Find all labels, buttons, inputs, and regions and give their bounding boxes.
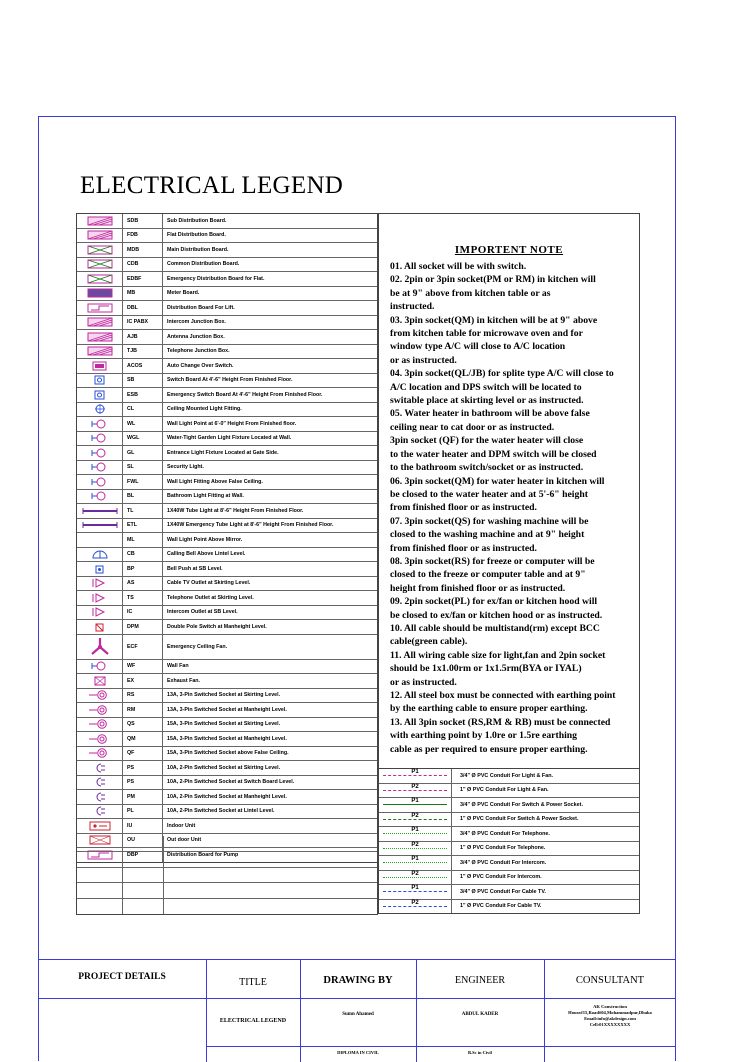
- conduit-line-icon: [379, 798, 452, 812]
- legend-description: Antenna Junction Box.: [167, 333, 225, 340]
- conduit-description: 1" Ø PVC Conduit For Cable TV.: [460, 903, 542, 910]
- legend-code: ACOS: [123, 359, 163, 373]
- consultant-line-1: AK Construction: [593, 1004, 627, 1009]
- legend-code: FWL: [123, 475, 163, 489]
- legend-code: ECF: [123, 635, 163, 659]
- legend-code: WL: [123, 417, 163, 431]
- legend-row: [77, 519, 377, 534]
- wall-light-icon: [77, 461, 123, 475]
- socket2-icon: [77, 805, 123, 819]
- legend-code: CL: [123, 403, 163, 417]
- legend-code: BP: [123, 562, 163, 576]
- legend-description: Distribution Board for Pump: [167, 851, 239, 858]
- box-red-icon: [77, 819, 123, 833]
- note-item: 08. 3pin socket(RS) for freeze or computer will be closed to the freeze or computer table and at 9" height from finished floor or as instructed.: [390, 555, 595, 594]
- conduit-line-icon: [379, 842, 452, 856]
- blank-row: [77, 836, 377, 852]
- legend-code: IU: [123, 819, 163, 833]
- conduit-row: [379, 798, 639, 813]
- legend-description: Wall Fan: [167, 663, 189, 670]
- conduit-label: P1: [411, 885, 419, 891]
- legend-row: [77, 301, 377, 316]
- legend-code: SDB: [123, 214, 163, 228]
- legend-description: Bathroom Light Fitting at Wall.: [167, 493, 244, 500]
- legend-row: [77, 229, 377, 244]
- socket-icon: [77, 732, 123, 746]
- sq-blue-icon: [77, 374, 123, 388]
- legend-row: [77, 316, 377, 331]
- legend-row: [77, 490, 377, 505]
- legend-description: Intercom Outlet at SB Level.: [167, 609, 238, 616]
- title-block: [38, 959, 676, 1061]
- legend-description: Wall Light Point at 6'-0" Height From Finished floor.: [167, 420, 297, 427]
- conduit-row: [379, 900, 639, 914]
- legend-description: 10A, 2-Pin Switched Socket at Switch Board Level.: [167, 779, 295, 786]
- legend-code: GL: [123, 446, 163, 460]
- conduit-row: [379, 813, 639, 828]
- conduit-line-icon: [379, 900, 452, 914]
- legend-row: [77, 533, 377, 548]
- conduit-label: P1: [411, 856, 419, 862]
- conduit-description: 1" Ø PVC Conduit For Switch & Power Socket.: [460, 816, 579, 823]
- legend-description: Wall Light Point Above Mirror.: [167, 536, 243, 543]
- conduit-line-icon: [379, 769, 452, 783]
- legend-row: [77, 504, 377, 519]
- wall-light-icon: [77, 446, 123, 460]
- socket2-icon: [77, 790, 123, 804]
- conduit-description: 3/4" Ø PVC Conduit For Cable TV.: [460, 888, 546, 895]
- legend-code: RM: [123, 703, 163, 717]
- conduit-line-icon: [379, 813, 452, 827]
- none-icon: [77, 533, 123, 547]
- legend-code: ETL: [123, 519, 163, 533]
- legend-row: [77, 417, 377, 432]
- wall-light-icon: [77, 417, 123, 431]
- legend-row: [77, 620, 377, 635]
- socket2-icon: [77, 761, 123, 775]
- legend-code: TJB: [123, 345, 163, 359]
- legend-description: Calling Bell Above Lintel Level.: [167, 551, 246, 558]
- drawing-by-value: Sumn Ahamed: [342, 1012, 374, 1017]
- consultant-line-4: Cell:01XXXXXXXX: [589, 1022, 631, 1027]
- legend-row: [77, 345, 377, 360]
- legend-row: [77, 214, 377, 229]
- legend-description: Main Distribution Board.: [167, 246, 229, 253]
- box-hatch-icon: [77, 214, 123, 228]
- legend-row: [77, 287, 377, 302]
- legend-row: [77, 747, 377, 762]
- note-item: 09. 2pin socket(PL) for ex/fan or kitchen hood will be closed to ex/fan or kitchen hood or as instructed.: [390, 596, 603, 621]
- legend-code: WGL: [123, 432, 163, 446]
- legend-row: [77, 243, 377, 258]
- legend-description: Emergency Distribution Board for Flat.: [167, 275, 265, 282]
- engineer-header: ENGINEER: [455, 975, 505, 986]
- legend-description: Emergency Switch Board At 4'-6" Height From Finished Floor.: [167, 391, 323, 398]
- legend-row: [77, 461, 377, 476]
- box-hatch-icon: [77, 229, 123, 243]
- legend-code: PS: [123, 776, 163, 790]
- legend-row: [77, 577, 377, 592]
- legend-row: [77, 674, 377, 689]
- legend-description: 1X40W Emergency Tube Light at 8'-6" Height From Finished Floor.: [167, 522, 334, 529]
- conduit-label: P2: [411, 870, 419, 877]
- legend-description: Double Pole Switch at Manheight Level.: [167, 623, 267, 630]
- legend-code: MB: [123, 287, 163, 301]
- engineer-sub: B.Sc in Civil: [468, 1050, 492, 1055]
- legend-code: DBL: [123, 301, 163, 315]
- wall-light-icon: [77, 490, 123, 504]
- consultant-line-3: Email:info@akdesign.com: [584, 1016, 636, 1021]
- legend-row: [77, 689, 377, 704]
- conduit-row: [379, 769, 639, 784]
- legend-row: [77, 475, 377, 490]
- legend-description: Intercom Junction Box.: [167, 319, 226, 326]
- consultant-details: [544, 1004, 676, 1028]
- box-hatch-icon: [77, 316, 123, 330]
- legend-row: [77, 446, 377, 461]
- legend-description: 13A, 3-Pin Switched Socket at Skirting Level.: [167, 692, 281, 699]
- wall-light-icon: [77, 475, 123, 489]
- legend-description: 15A, 3-Pin Switched Socket at Manheight Level.: [167, 735, 287, 742]
- box-hatch-icon: [77, 330, 123, 344]
- conduit-row: [379, 784, 639, 799]
- legend-description: 10A, 2-Pin Switched Socket at Skirting Level.: [167, 764, 281, 771]
- legend-description: Distribution Board For Lift.: [167, 304, 235, 311]
- box-step-icon: [77, 301, 123, 315]
- conduit-label: P1: [411, 798, 419, 804]
- legend-description: 10A, 2-Pin Switched Socket at Manheight Level.: [167, 793, 287, 800]
- note-item: 07. 3pin socket(QS) for washing machine will be closed to the washing machine and at 9" height from finished floor or as instructed.: [390, 515, 589, 554]
- legend-row: [77, 330, 377, 345]
- legend-table: [76, 213, 378, 863]
- legend-row: [77, 432, 377, 447]
- consultant-line-2: House#15,Road#04,Mohammadpur,Dhaka: [568, 1010, 652, 1015]
- conduit-row: [379, 871, 639, 886]
- note-item: 03. 3pin socket(QM) in kitchen will be at 9" above from kitchen table for microwave oven and for window type A/C will close to A/C location or as instructed.: [390, 314, 598, 366]
- legend-row: [77, 562, 377, 577]
- legend-code: DPM: [123, 620, 163, 634]
- conduit-description: 1" Ø PVC Conduit For Intercom.: [460, 874, 542, 881]
- conduit-description: 3/4" Ø PVC Conduit For Light & Fan.: [460, 772, 553, 779]
- note-heading: IMPORTENT NOTE: [454, 244, 564, 256]
- note-item: 12. All steel box must be connected with earthing point by the earthing cable to ensure proper earthing.: [390, 690, 616, 715]
- box-hatch-icon: [77, 345, 123, 359]
- legend-row: [77, 606, 377, 621]
- legend-row: [77, 272, 377, 287]
- conduit-line-icon: [379, 871, 452, 885]
- legend-description: Bell Push at SB Level.: [167, 565, 223, 572]
- page-title: ELECTRICAL LEGEND: [80, 172, 344, 199]
- conduit-label: P2: [411, 899, 419, 906]
- note-item: 01. All socket will be with switch.: [390, 261, 527, 272]
- legend-description: Meter Board.: [167, 290, 200, 297]
- tri-icon: [77, 577, 123, 591]
- conduit-row: [379, 842, 639, 857]
- tube-icon: [77, 504, 123, 518]
- legend-description: Water-Tight Garden Light Fixture Located at Wall.: [167, 435, 292, 442]
- legend-row: [77, 635, 377, 660]
- note-item: 04. 3pin socket(QL/JB) for splite type A/C will close to A/C location and DPS switch will be located to switable place at skirting level or as instructed.: [390, 368, 614, 407]
- legend-code: RS: [123, 689, 163, 703]
- blank-row: [77, 883, 377, 899]
- legend-description: Wall Light Fitting Above False Ceiling.: [167, 478, 263, 485]
- legend-description: 10A, 2-Pin Switched Socket at Lintel Level.: [167, 808, 275, 815]
- drawing-by-header: DRAWING BY: [323, 975, 393, 986]
- legend-code: EDBF: [123, 272, 163, 286]
- note-item: 10. All cable should be multistand(rm) except BCC cable(green cable).: [390, 622, 600, 648]
- conduit-line-icon: [379, 856, 452, 870]
- wall-light-icon: [77, 660, 123, 674]
- conduit-description: 1" Ø PVC Conduit For Telephone.: [460, 845, 546, 852]
- legend-description: Emergency Ceiling Fan.: [167, 643, 228, 650]
- legend-row: [77, 790, 377, 805]
- legend-description: Flat Distribution Board.: [167, 232, 226, 239]
- box-cross-icon: [77, 272, 123, 286]
- drawing-by-sub: DIPLOMA IN CIVIL: [337, 1050, 379, 1055]
- legend-description: Switch Board At 4'-6" Height From Finished Floor.: [167, 377, 293, 384]
- socket-icon: [77, 703, 123, 717]
- blank-row: [77, 868, 377, 884]
- conduit-description: 3/4" Ø PVC Conduit For Intercom.: [460, 859, 547, 866]
- legend-code: PL: [123, 805, 163, 819]
- conduit-label: P1: [411, 827, 419, 833]
- legend-description: Exhaust Fan.: [167, 677, 200, 684]
- legend-description: Auto Change Over Switch.: [167, 362, 234, 369]
- title-value: ELECTRICAL LEGEND: [219, 1018, 287, 1024]
- legend-code: OU: [123, 834, 163, 848]
- legend-description: 15A, 3-Pin Switched Socket at Skirting Level.: [167, 721, 281, 728]
- important-note-panel: [378, 213, 640, 769]
- legend-code: AS: [123, 577, 163, 591]
- legend-code: PS: [123, 761, 163, 775]
- legend-description: Common Distribution Board.: [167, 261, 240, 268]
- legend-description: Indoor Unit: [167, 822, 196, 829]
- legend-code: IC PABX: [123, 316, 163, 330]
- note-item: 06. 3pin socket(QM) for water heater in kitchen will be closed to the water heater and at 5'-6" height from finished floor or as instructed.: [390, 475, 605, 514]
- legend-description: Entrance Light Fixture Located at Gate Side.: [167, 449, 279, 456]
- wall-light-icon: [77, 432, 123, 446]
- consultant-header: CONSULTANT: [575, 975, 645, 986]
- socket-icon: [77, 747, 123, 761]
- socket-icon: [77, 718, 123, 732]
- fan-icon: [77, 635, 123, 659]
- legend-code: QS: [123, 718, 163, 732]
- conduit-row: [379, 885, 639, 900]
- ex-icon: [77, 674, 123, 688]
- legend-blank-rows: [76, 836, 378, 915]
- legend-row: [77, 388, 377, 403]
- tri-icon: [77, 606, 123, 620]
- note-item: 05. Water heater in bathroom will be above false ceiling near to cat door or as instructed. 3pin socket (QF) for the water heater will close to the water heater and DPM switch will be closed to the bathroom switch/socket or as instructed.: [390, 408, 597, 474]
- socket-icon: [77, 689, 123, 703]
- circle-cross-icon: [77, 403, 123, 417]
- legend-code: ML: [123, 533, 163, 547]
- legend-row: [77, 591, 377, 606]
- legend-code: CB: [123, 548, 163, 562]
- legend-row: [77, 258, 377, 273]
- legend-row: [77, 403, 377, 418]
- legend-row: [77, 718, 377, 733]
- sq-blue-icon: [77, 388, 123, 402]
- conduit-description: 3/4" Ø PVC Conduit For Telephone.: [460, 830, 550, 837]
- legend-description: Security Light.: [167, 464, 204, 471]
- conduit-label: P2: [411, 812, 419, 819]
- conduit-label: P1: [411, 769, 419, 775]
- legend-code: TL: [123, 504, 163, 518]
- legend-code: FDB: [123, 229, 163, 243]
- legend-row: [77, 805, 377, 820]
- legend-row: [77, 548, 377, 563]
- legend-code: WF: [123, 660, 163, 674]
- legend-description: Sub Distribution Board.: [167, 217, 227, 224]
- legend-row: [77, 374, 377, 389]
- bell-icon: [77, 548, 123, 562]
- legend-row: [77, 819, 377, 834]
- box-cross-icon: [77, 243, 123, 257]
- legend-row: [77, 732, 377, 747]
- box-fill-icon: [77, 287, 123, 301]
- tube-icon: [77, 519, 123, 533]
- legend-description: Cable TV Outlet at Skirting Level.: [167, 580, 251, 587]
- conduit-line-icon: [379, 885, 452, 899]
- legend-code: BL: [123, 490, 163, 504]
- title-header: TITLE: [239, 977, 267, 988]
- box-cross-icon: [77, 258, 123, 272]
- legend-code: AJB: [123, 330, 163, 344]
- legend-description: Telephone Outlet at Skirting Level.: [167, 594, 254, 601]
- legend-row: [77, 359, 377, 374]
- box-small-icon: [77, 359, 123, 373]
- legend-code: QM: [123, 732, 163, 746]
- legend-row: [77, 776, 377, 791]
- blank-row: [77, 852, 377, 868]
- conduit-line-icon: [379, 784, 452, 798]
- legend-code: ESB: [123, 388, 163, 402]
- legend-code: SB: [123, 374, 163, 388]
- legend-row: [77, 660, 377, 675]
- legend-code: IC: [123, 606, 163, 620]
- legend-description: 13A, 3-Pin Switched Socket at Manheight Level.: [167, 706, 287, 713]
- project-details-label: PROJECT DETAILS: [78, 972, 166, 982]
- socket2-icon: [77, 776, 123, 790]
- blank-row: [77, 899, 377, 914]
- legend-code: QF: [123, 747, 163, 761]
- conduit-row: [379, 827, 639, 842]
- sq-red-icon: [77, 620, 123, 634]
- conduit-line-icon: [379, 827, 452, 841]
- note-item: 11. All wiring cable size for light,fan and 2pin socket should be 1x1.00rm or 1x1.5rm(BYA or IYAL) or as instructed.: [390, 649, 606, 688]
- note-item: 13. All 3pin socket (RS,RM & RB) must be connected with earthing point by 1.0re or 1.5re earthing cable as per required to ensure proper earthing.: [390, 716, 611, 755]
- legend-code: SL: [123, 461, 163, 475]
- legend-description: 1X40W Tube Light at 8'-6" Height From Finished Floor.: [167, 507, 304, 514]
- conduit-row: [379, 856, 639, 871]
- note-item: 02. 2pin or 3pin socket(PM or RM) in kitchen will be at 9" above from kitchen table or as instructed.: [390, 274, 596, 313]
- tri-icon: [77, 591, 123, 605]
- engineer-value: ABDUL KADER: [461, 1012, 499, 1017]
- legend-code: EX: [123, 674, 163, 688]
- conduit-label: P2: [411, 783, 419, 790]
- legend-row: [77, 761, 377, 776]
- legend-description: Telephone Junction Box.: [167, 348, 230, 355]
- legend-code: CDB: [123, 258, 163, 272]
- legend-row: [77, 703, 377, 718]
- legend-description: 15A, 3-Pin Switched Socket above False Ceiling.: [167, 750, 289, 757]
- conduit-description: 3/4" Ø PVC Conduit For Switch & Power Socket.: [460, 801, 583, 808]
- legend-code: TS: [123, 591, 163, 605]
- conduit-legend: [378, 769, 640, 914]
- legend-description: Out door Unit: [167, 837, 202, 844]
- conduit-label: P2: [411, 841, 419, 848]
- legend-description: Ceiling Mounted Light Fitting.: [167, 406, 242, 413]
- conduit-description: 1" Ø PVC Conduit For Light & Fan.: [460, 787, 549, 794]
- sq-small-icon: [77, 562, 123, 576]
- legend-code: MDB: [123, 243, 163, 257]
- legend-code: PM: [123, 790, 163, 804]
- legend-code: DBP: [123, 848, 163, 862]
